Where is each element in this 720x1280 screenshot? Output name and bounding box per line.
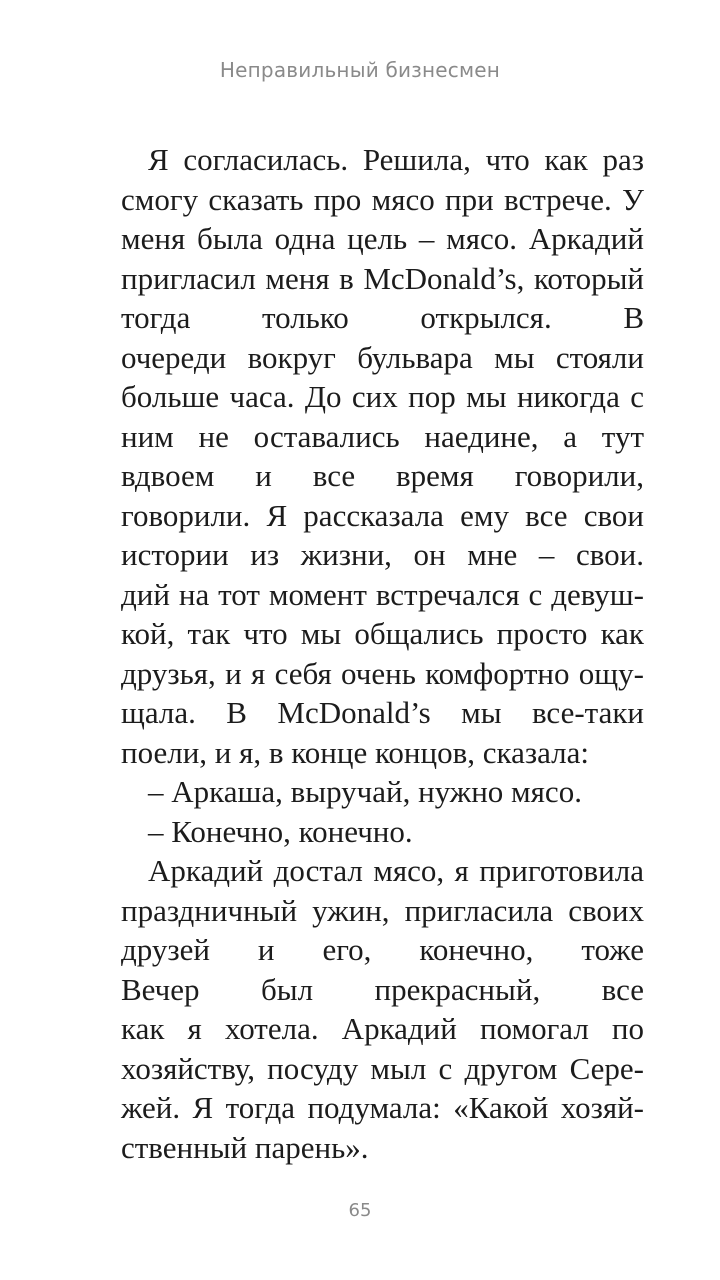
text-line: Аркадий достал мясо, я приготовила [148,853,644,888]
running-header: Неправильный бизнесмен [219,58,501,82]
text-line: жей. Я тогда подумала: «Какой хозяй- [121,1090,644,1125]
text-line: очереди вокруг бульвара мы стояли [121,339,644,375]
text-line: поели, и я, в конце концов, сказала: [121,734,589,770]
text-line: смогу сказать про мясо при встрече. У [121,181,644,217]
text-line: ственный парень». [121,1129,369,1165]
text-line: Вечер был прекрасный, все [121,971,644,1007]
text-line: меня была одна цель – мясо. Аркадий [121,221,644,256]
body-text [0,140,720,1167]
text-line: ним не оставались наедине, а тут [121,418,644,454]
text-line: пригласил меня в McDonald’s, который [121,260,644,296]
text-line: как я хотела. Аркадий помогал по [121,1011,644,1046]
dialogue-line: – Аркаша, выручай, нужно мясо. [148,774,582,809]
text-line: хозяйству, посуду мыл с другом Сере- [121,1050,644,1086]
text-line: Я согласилась. Решила, что как раз [148,142,644,177]
text-line: кой, так что мы общались просто как [121,616,644,651]
text-line: праздничный ужин, пригласила своих [121,892,644,928]
text-line: друзей и его, конечно, тоже [121,932,644,967]
dialogue-line: – Конечно, конечно. [148,813,413,849]
page-number: 65 [348,1200,372,1221]
text-line: щала. В McDonald’s мы все-таки [121,695,644,730]
text-line: друзья, и я себя очень комфортно ощу- [121,655,644,691]
text-line: вдвоем и все время говорили, [121,458,644,493]
text-line: тогда только открылся. В [121,300,644,335]
text-line: дий на тот момент встречался с девуш- [121,576,644,612]
text-line: больше часа. До сих пор мы никогда с [121,379,644,414]
text-line: истории из жизни, он мне – свои. [121,537,644,572]
text-line: говорили. Я рассказала ему все свои [121,497,644,533]
